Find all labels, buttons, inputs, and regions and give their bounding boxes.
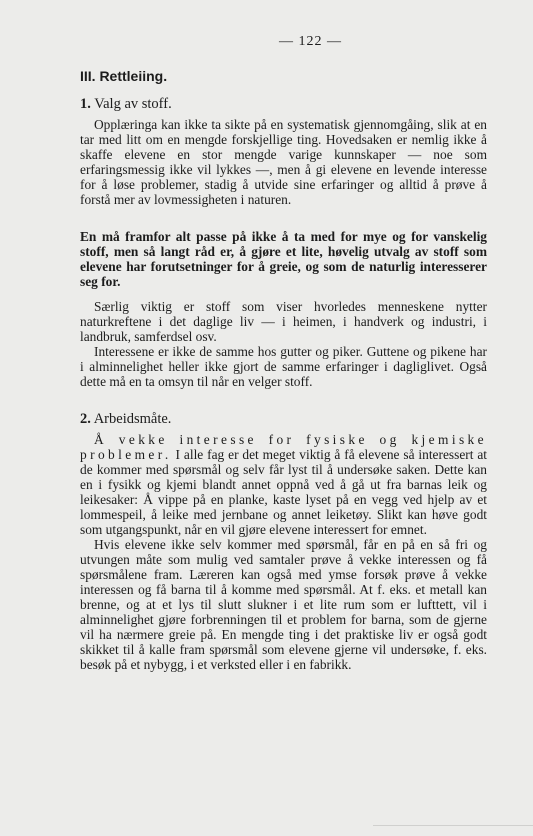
section-title: Arbeidsmåte. [93,411,172,427]
paragraph: Opplæringa kan ikke ta sikte på en systematisk gjennomgåing, slik at en tar med litt om en mengde forskjellige ting. Hovedsaken er nemlig ikke å skaffe elevene en stor mengde varige kunnskaper — noe som erfaringsmessig ikke vil lykkes —, men å gi elevene en levende interesse for å løse problemer, stadig å utvide sine erfaringer og alltid å prøve å forstå mer av lovmessigheten i naturen. [80,117,487,207]
section-heading-1 [80,96,487,113]
section-heading-2 [80,411,487,428]
section-number: 2. [80,411,91,427]
paragraph [80,432,487,537]
paragraph: Hvis elevene ikke selv kommer med spørsmål, får en på en så fri og utvungen måte som mulig ved samtaler prøve å vekke interessen og få spørsmålene fram. Læreren kan også med ymse forsøk prøve å vekke interessen og få barna til å komme med spørsmål. At f. eks. et metall kan brenne, og at et lys til slutt slukner i et lite rum som er lufttett, vil i alminnelighet gjøre forbrenningen til et problem for barna, som de gjerne vil ha nærmere greie på. En mengde ting i det praktiske liv er også godt skikket til å kalle fram spørsmål som elevene gjerne vil undersøke, f. eks. besøk på et nybygg, i et verksted eller i en fabrikk. [80,537,487,672]
emphasis-paragraph: En må framfor alt passe på ikke å ta med for mye og for vanskelig stoff, men så langt råd er, å gjøre et lite, høvelig utvalg av stoff som elevene har forutsetninger for å greie, og som de naturlig interesserer seg for. [80,229,487,289]
chapter-heading: III. Rettleiing. [80,68,168,84]
section-title: Valg av stoff. [94,96,172,112]
spaced-lead: Å vekke interesse for fysiske og kjemiske problemer. [80,432,487,462]
paragraph: Særlig viktig er stoff som viser hvorledes menneskene nytter naturkreftene i det daglige liv — i heimen, i handverk og industri, i landbruk, samferdsel osv. [80,299,487,344]
paragraph: Interessene er ikke de samme hos gutter og piker. Guttene og pikene har i alminnelighet heller ikke gjort de samme erfaringer i dagliglivet. Også dette må en ta omsyn til når en velger stoff. [80,344,487,389]
section-number: 1. [80,96,91,112]
page-number: — 122 — [279,34,342,49]
page-edge-mark [373,825,533,826]
paragraph-text: I alle fag er det meget viktig å få elevene så interessert at de kommer med spørsmål og selv får lyst til å undersøke saken. Dette kan en i fysikk og kjemi blandt annet oppnå ved å gå ut fra barnas leik og leikesaker: Å vippe på en planke, kaste lyset på en vegg ved hjelp av et lommespeil, å leike med jernbane og annet leiketøy. Slikt kan høve godt som utgangspunkt, når en vil gjøre elevene interessert for emnet. [80,447,487,537]
